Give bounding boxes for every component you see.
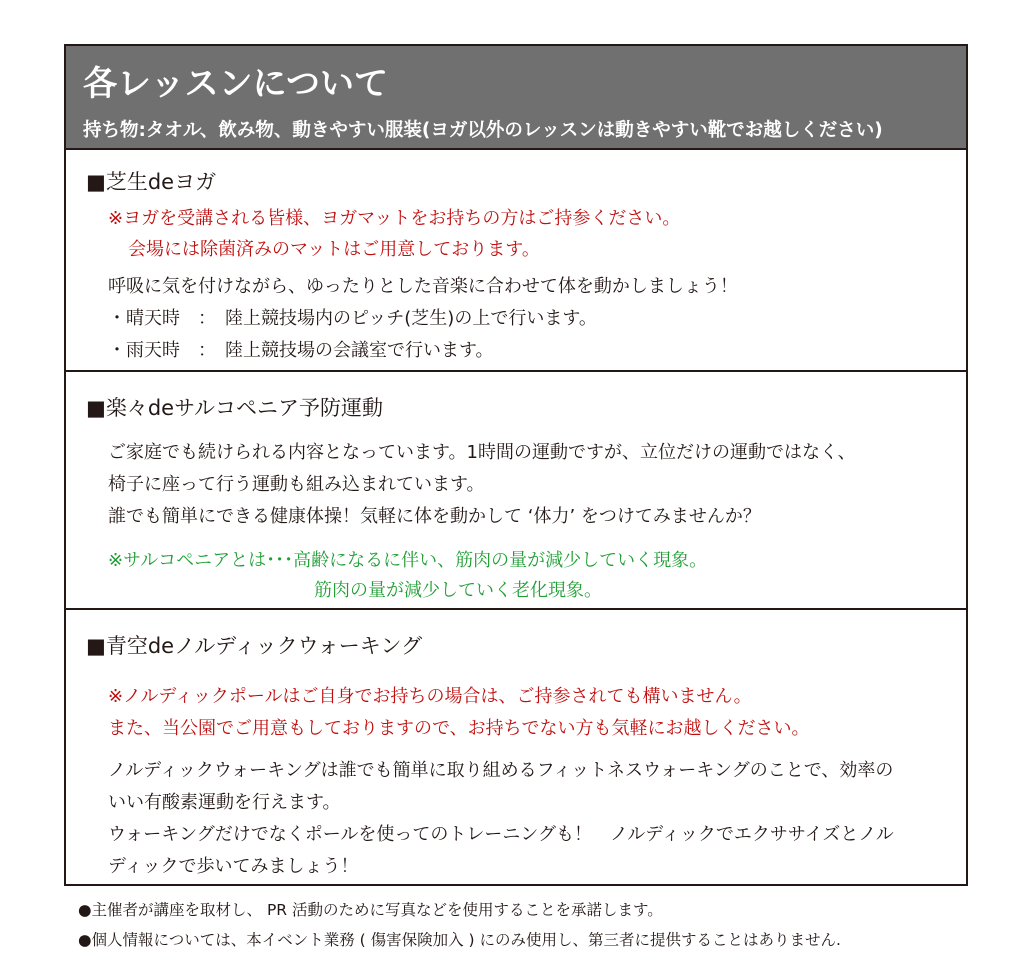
panel-header	[66, 46, 966, 150]
belongings-note: 持ち物:タオル、飲み物、動きやすい服装(ヨガ以外のレッスンは動きやすい靴でお越しください)	[83, 120, 883, 141]
section-title-yoga: ■芝生deヨガ	[86, 170, 217, 194]
footer-note-2: ●個人情報については、本イベント業務 ( 傷害保険加入 ) にのみ使用し、第三者に提供することはありません.	[78, 931, 841, 949]
page-title: 各レッスンについて	[83, 64, 388, 104]
nordic-notice-line-1: ※ノルディックポールはご自身でお持ちの場合は、ご持参されても構いません。	[108, 686, 752, 707]
nordic-body-line-4: ディックで歩いてみましょう！	[108, 856, 359, 877]
lessons-panel	[64, 44, 968, 886]
footer-note-1: ●主催者が講座を取材し、 PR 活動のために写真などを使用することを承諾します。	[78, 901, 663, 919]
nordic-body-line-1: ノルディックウォーキングは誰でも簡単に取り組めるフィットネスウォーキングのことで、効率の	[108, 760, 894, 781]
sarcopenia-body-line-1: ご家庭でも続けられる内容となっています。1時間の運動ですが、立位だけの運動ではなく、	[108, 442, 856, 463]
nordic-notice-line-2: また、当公園でご用意もしておりますので、お持ちでない方も気軽にお越しください。	[108, 718, 810, 739]
nordic-body-line-2: いい有酸素運動を行えます。	[108, 792, 341, 813]
yoga-notice-line-1: ※ヨガを受講される皆様、ヨガマットをお持ちの方はご持参ください。	[108, 208, 681, 229]
yoga-body-line-1: 呼吸に気を付けながら、ゆったりとした音楽に合わせて体を動かしましょう！	[108, 276, 738, 297]
sarcopenia-notice-line-2: 筋肉の量が減少していく老化現象。	[314, 580, 602, 601]
section-title-sarcopenia: ■楽々deサルコペニア予防運動	[86, 396, 384, 420]
section-title-nordic: ■青空deノルディックウォーキング	[86, 634, 423, 658]
yoga-notice-line-2: 会場には除菌済みのマットはご用意しております。	[128, 239, 540, 260]
nordic-body-line-3: ウォーキングだけでなくポールを使ってのトレーニングも！ ノルディックでエクササイズとノル	[108, 824, 894, 845]
yoga-body-line-2: ・晴天時 ： 陸上競技場内のピッチ(芝生)の上で行います。	[108, 308, 597, 329]
sarcopenia-body-line-3: 誰でも簡単にできる健康体操！気軽に体を動かして ‘体力’ をつけてみませんか？	[108, 506, 761, 527]
section-sarcopenia	[66, 372, 966, 610]
section-nordic-walking	[66, 610, 966, 884]
sarcopenia-body-line-2: 椅子に座って行う運動も組み込まれています。	[108, 474, 485, 495]
sarcopenia-notice-line-1: ※サルコペニアとは･･･高齢になるに伴い、筋肉の量が減少していく現象。	[108, 550, 708, 571]
yoga-body-line-3: ・雨天時 ： 陸上競技場の会議室で行います。	[108, 340, 494, 361]
section-yoga	[66, 150, 966, 372]
